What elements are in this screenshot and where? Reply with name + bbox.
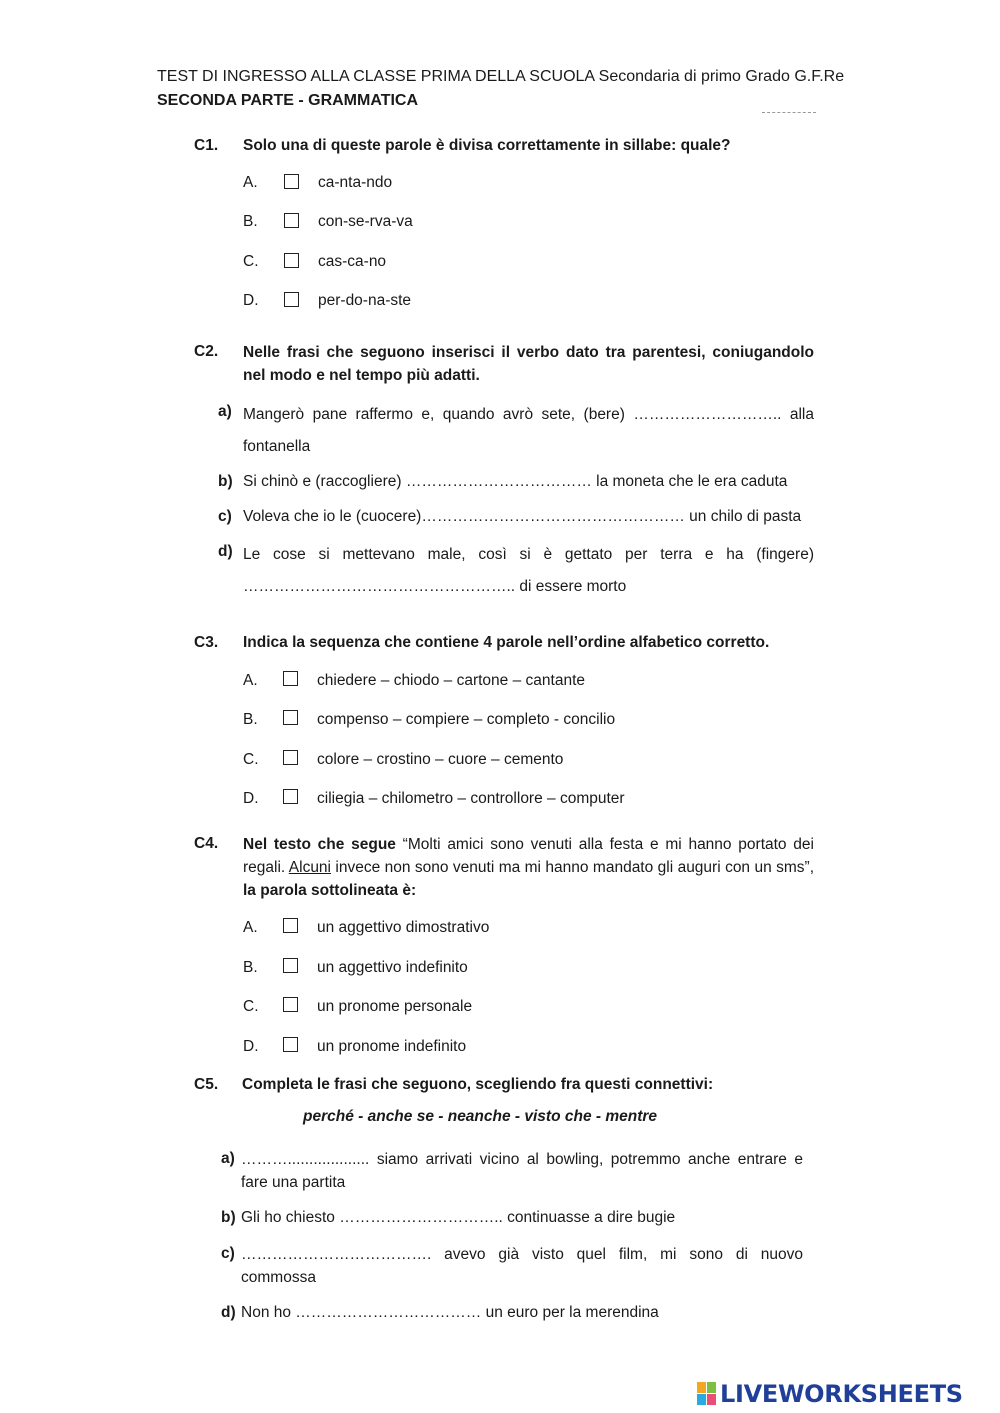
c2-item-b-text: Si chinò e (raccogliere) ……………………………… la moneta che le era caduta <box>243 473 788 490</box>
liveworksheets-logo <box>697 1381 963 1407</box>
c3-option-a-text: chiedere – chiodo – cartone – cantante <box>317 672 585 689</box>
c4-question-lead: Nel testo che segue <box>243 836 396 853</box>
c1-number: C1. <box>194 137 219 154</box>
c3-option-c-letter: C. <box>243 751 259 768</box>
c5-item-d-letter: d) <box>221 1304 236 1321</box>
c1-option-d-text: per-do-na-ste <box>318 292 412 309</box>
c4-option-d-text: un pronome indefinito <box>317 1038 467 1055</box>
c4-question-tail: la parola sottolineata è: <box>243 882 417 899</box>
liveworksheets-logo-icon <box>697 1382 717 1406</box>
c2-item-a-text-cont: fontanella <box>243 438 311 455</box>
c2-item-d-text: Le cose si mettevano male, così si è gettato per terra e ha (fingere) <box>243 546 814 563</box>
c5-item-c-text: ………………………………. avevo già visto quel film, mi sono di nuovo commossa <box>241 1246 803 1286</box>
c1-option-b-checkbox[interactable] <box>284 213 299 228</box>
c3-option-d-text: ciliegia – chilometro – controllore – computer <box>317 790 625 807</box>
c1-option-c-checkbox[interactable] <box>284 253 299 268</box>
c2-item-a-text: Mangerò pane raffermo e, quando avrò sete, (bere) ……………………….. alla <box>243 406 814 423</box>
c4-question <box>243 833 814 902</box>
c3-option-b-letter: B. <box>243 711 258 728</box>
c4-quote-before: “Molti amici sono venuti alla festa e mi hanno portato dei regali. <box>243 836 814 876</box>
c1-option-b-letter: B. <box>243 213 258 230</box>
c3-option-a-letter: A. <box>243 672 258 689</box>
c2-item-d-letter: d) <box>218 543 233 560</box>
c1-option-d-checkbox[interactable] <box>284 292 299 307</box>
c4-option-c-text: un pronome personale <box>317 998 473 1015</box>
c1-option-c-letter: C. <box>243 253 259 270</box>
c1-option-a-letter: A. <box>243 174 258 191</box>
c1-option-d-letter: D. <box>243 292 259 309</box>
c1-option-c-text: cas-ca-no <box>318 253 387 270</box>
c1-option-a-checkbox[interactable] <box>284 174 299 189</box>
c2-number: C2. <box>194 343 219 360</box>
c4-option-d-checkbox[interactable] <box>283 1037 298 1052</box>
c1-option-b-text: con-se-rva-va <box>318 213 413 230</box>
c3-number: C3. <box>194 634 219 651</box>
c3-option-c-checkbox[interactable] <box>283 750 298 765</box>
c3-option-a-checkbox[interactable] <box>283 671 298 686</box>
c4-option-c-checkbox[interactable] <box>283 997 298 1012</box>
c2-item-d-text-cont: …………………………………………….. di essere morto <box>243 578 627 595</box>
c2-item-c-letter: c) <box>218 508 232 525</box>
liveworksheets-logo-text: LIVEWORKSHEETS <box>720 1380 963 1408</box>
c4-underlined-word: Alcuni <box>288 859 331 876</box>
c4-option-b-letter: B. <box>243 959 258 976</box>
c3-option-b-checkbox[interactable] <box>283 710 298 725</box>
c5-item-a-letter: a) <box>221 1150 235 1167</box>
c3-option-c-text: colore – crostino – cuore – cemento <box>317 751 564 768</box>
c3-option-d-letter: D. <box>243 790 259 807</box>
c2-item-c-text: Voleva che io le (cuocere)…………………………………………… un chilo di pasta <box>243 508 802 525</box>
c4-option-d-letter: D. <box>243 1038 259 1055</box>
c3-option-d-checkbox[interactable] <box>283 789 298 804</box>
c2-item-b-letter: b) <box>218 473 233 490</box>
c4-option-b-checkbox[interactable] <box>283 958 298 973</box>
c2-question: Nelle frasi che seguono inserisci il verbo dato tra parentesi, coniugandolo nel modo e nel tempo più adatti. <box>243 344 814 384</box>
c5-connectives: perché - anche se - neanche - visto che - mentre <box>303 1108 658 1125</box>
c5-item-c-letter: c) <box>221 1245 235 1262</box>
c4-option-a-checkbox[interactable] <box>283 918 298 933</box>
c3-option-b-text: compenso – compiere – completo - concilio <box>317 711 616 728</box>
c4-option-b-text: un aggettivo indefinito <box>317 959 468 976</box>
c5-item-b-letter: b) <box>221 1209 236 1226</box>
c5-item-d-text: Non ho ……………………………… un euro per la merendina <box>241 1304 659 1321</box>
c1-question: Solo una di queste parole è divisa correttamente in sillabe: quale? <box>243 137 731 154</box>
c5-item-a-text: ………................... siamo arrivati vicino al bowling, potremmo anche entrare e fare una partita <box>241 1151 803 1191</box>
c5-question: Completa le frasi che seguono, scegliendo fra questi connettivi: <box>242 1076 714 1093</box>
c4-option-c-letter: C. <box>243 998 259 1015</box>
c4-number: C4. <box>194 835 219 852</box>
header-line-2: SECONDA PARTE - GRAMMATICA <box>157 92 419 109</box>
c5-item-b-text: Gli ho chiesto ………………………….. continuasse a dire bugie <box>241 1209 676 1226</box>
c4-quote-after: invece non sono venuti ma mi hanno mandato gli auguri con un sms”, <box>331 859 814 876</box>
c2-item-a-letter: a) <box>218 403 232 420</box>
c5-number: C5. <box>194 1076 219 1093</box>
c1-option-a-text: ca-nta-ndo <box>318 174 393 191</box>
header-line-1: TEST DI INGRESSO ALLA CLASSE PRIMA DELLA SCUOLA Secondaria di primo Grado G.F.Re <box>157 68 845 85</box>
c4-option-a-text: un aggettivo dimostrativo <box>317 919 490 936</box>
c3-question: Indica la sequenza che contiene 4 parole nell’ordine alfabetico corretto. <box>243 634 770 651</box>
c4-option-a-letter: A. <box>243 919 258 936</box>
header-divider <box>762 112 816 113</box>
